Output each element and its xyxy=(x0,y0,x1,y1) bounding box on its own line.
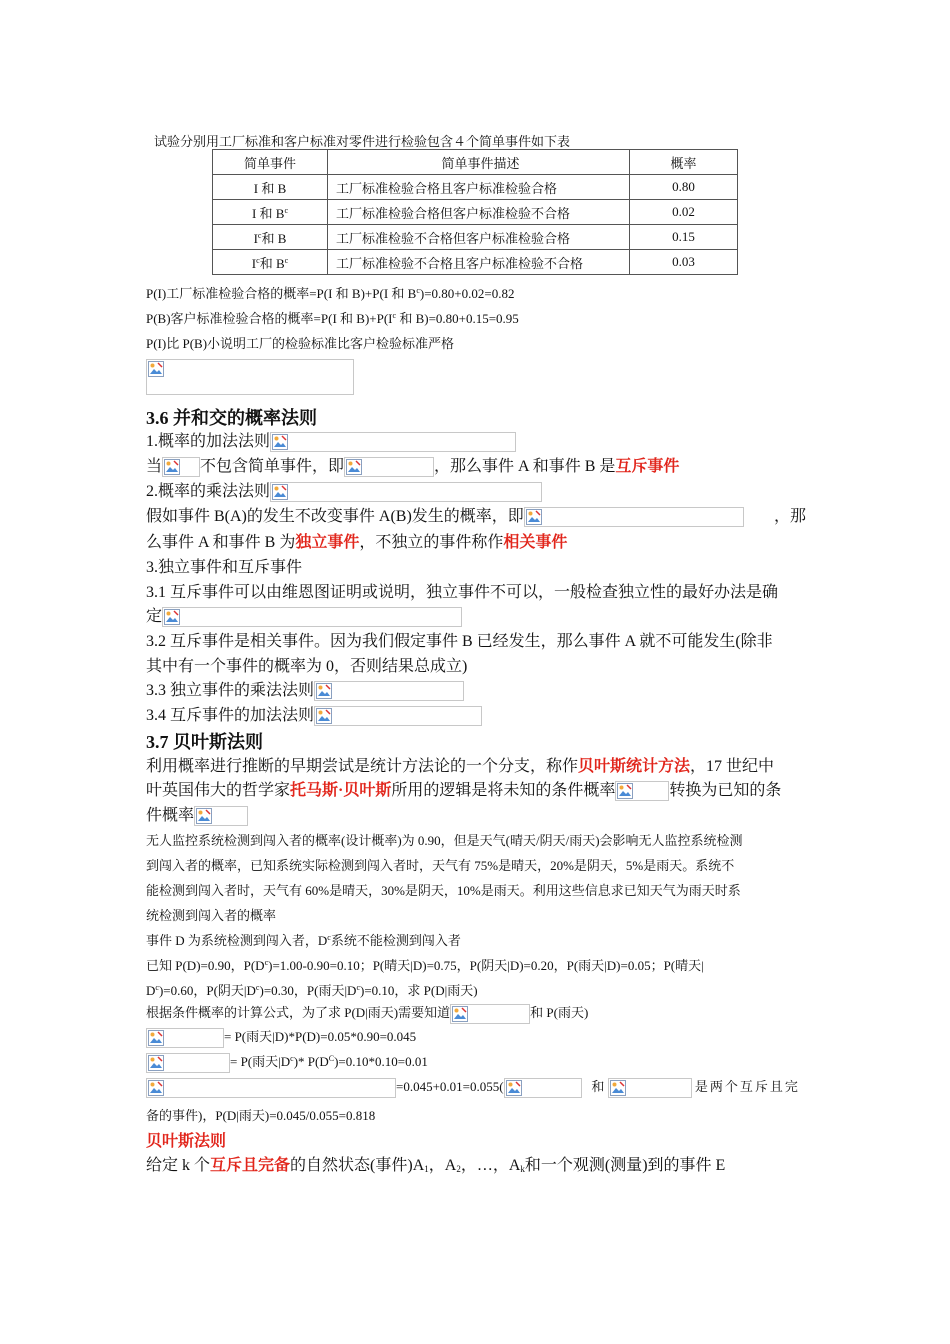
broken-image-icon xyxy=(148,1055,164,1071)
formula-image xyxy=(608,1078,692,1098)
pb-formula: P(B)客户标准检验合格的概率=P(I 和 $B)+P(I^c$ 和 B)=0.80+0.15=0.95 xyxy=(146,311,519,326)
bayes-rule-heading: 贝叶斯法则 xyxy=(146,1133,227,1150)
table-cell-prob: 0.15 xyxy=(630,225,738,250)
known-line-1: 已知 P(D)=0.90，$P(D^c)=1.00-0.90=0.10$；P(晴天|D)=0.75，P(阴天|D)=0.20，P(雨天|D)=0.05；P(晴天| xyxy=(146,958,704,973)
bayes-para-line-3: 件概率 xyxy=(146,802,248,826)
subsection-3-1-a: 3.1 互斥事件可以由维恩图证明或说明，独立事件不可以，一般检查独立性的最好办法是确 xyxy=(146,584,779,601)
term-mutex-complete: 互斥且完备 xyxy=(210,1157,291,1174)
independence-line-1: 假如事件 B(A)的发生不改变事件 A(B)发生的概率，即 ，那 xyxy=(146,503,806,527)
term-thomas-bayes: 托马斯·贝叶斯 xyxy=(290,782,392,799)
formula-image xyxy=(162,607,462,627)
formula-image xyxy=(344,457,434,477)
example-line-3: 能检测到闯入者时，天气有 60%是晴天，30%是阴天，10%是雨天。利用这些信息求已知天气为雨天时系 xyxy=(146,883,741,898)
table-cell-event: $I^c$和 B xyxy=(213,225,328,250)
broken-image-icon xyxy=(506,1080,522,1096)
formula-image xyxy=(524,507,744,527)
table-row xyxy=(213,175,738,200)
event-table xyxy=(212,149,738,275)
equation-3: =0.045+0.01=0.055( 和 是两个互斥且完 xyxy=(146,1076,806,1098)
subsection-3-3: 3.3 独立事件的乘法法则 xyxy=(146,677,464,701)
formula-image xyxy=(146,1028,224,1048)
formula-image xyxy=(314,681,464,701)
multiplication-rule-line: 2.概率的乘法法则 xyxy=(146,478,542,502)
broken-image-icon xyxy=(148,1080,164,1096)
image-placeholder xyxy=(146,359,354,395)
table-cell-event: I 和 B xyxy=(213,175,328,200)
table-cell-event: I 和 $B^c$ xyxy=(213,200,328,225)
formula-image xyxy=(162,457,200,477)
table-header: 概率 xyxy=(630,150,738,175)
broken-image-icon xyxy=(164,459,180,475)
term-independent: 独立事件 xyxy=(295,534,360,551)
section-3-7-title: 3.7 贝叶斯法则 xyxy=(146,732,263,752)
broken-image-icon xyxy=(346,459,362,475)
formula-image xyxy=(146,1053,230,1073)
formula-line: 根据条件概率的计算公式，为了求 P(D|雨天)需要知道 和 P(雨天) xyxy=(146,1002,588,1024)
formula-image xyxy=(615,781,669,801)
example-line-1: 无人监控系统检测到闯入者的概率(设计概率)为 0.90，但是天气(晴天/阴天/雨天)会影响无人监控系统检测 xyxy=(146,833,743,848)
pi-formula: P(I)工厂标准检验合格的概率=P(I 和 B)+P(I 和 $B^c)=0.80+0.02=0.82$ xyxy=(146,286,515,301)
formula-image xyxy=(450,1004,530,1024)
table-header-row xyxy=(213,150,738,175)
table-cell-desc: 工厂标准检验不合格但客户标准检验合格 xyxy=(328,225,630,250)
table-cell-desc: 工厂标准检验合格但客户标准检验不合格 xyxy=(328,200,630,225)
table-row xyxy=(213,225,738,250)
broken-image-icon xyxy=(526,509,542,525)
table-cell-prob: 0.02 xyxy=(630,200,738,225)
bayes-para-line-2: 叶英国伟大的哲学家托马斯·贝叶斯所用的逻辑是将未知的条件概率 转换为已知的条 xyxy=(146,777,781,801)
formula-image xyxy=(314,706,482,726)
term-dependent: 相关事件 xyxy=(503,534,568,551)
intro-text: 试验分别用工厂标准和客户标准对零件进行检验包含４个简单事件如下表 xyxy=(154,134,571,149)
table-cell-prob: 0.03 xyxy=(630,250,738,275)
bayes-para-line-1: 利用概率进行推断的早期尝试是统计方法论的一个分支，称作贝叶斯统计方法，17 世纪中 xyxy=(146,758,775,775)
section-3-6-title: 3.6 并和交的概率法则 xyxy=(146,408,317,428)
subsection-3: 3.独立事件和互斥事件 xyxy=(146,559,303,576)
table-cell-prob: 0.80 xyxy=(630,175,738,200)
broken-image-icon xyxy=(617,783,633,799)
pi-compare: P(I)比 P(B)小说明工厂的检验标准比客户检验标准严格 xyxy=(146,336,455,351)
subsection-3-1-b: 定 xyxy=(146,603,462,627)
known-line-2: $D^c)=0.60$，P(阴天$|D^c)=0.30$，P(雨天$|D^c)=0.10$，求 P(D|雨天) xyxy=(146,983,478,998)
broken-image-icon xyxy=(316,683,332,699)
mutex-definition-line: 当 不包含简单事件，即 ，那么事件 A 和事件 B 是互斥事件 xyxy=(146,453,679,477)
table-row xyxy=(213,200,738,225)
table-row xyxy=(213,250,738,275)
broken-image-icon xyxy=(610,1080,626,1096)
broken-image-icon xyxy=(164,609,180,625)
broken-image-icon xyxy=(196,808,212,824)
example-line-4: 统检测到闯入者的概率 xyxy=(146,908,277,923)
equation-3-cont: 备的事件)，P(D|雨天)=0.045/0.055=0.818 xyxy=(146,1108,376,1123)
formula-image xyxy=(270,432,516,452)
subsection-3-2-a: 3.2 互斥事件是相关事件。因为我们假定事件 B 已经发生，那么事件 A 就不可能发生(除非 xyxy=(146,633,773,650)
term-bayes-method: 贝叶斯统计方法 xyxy=(578,758,691,775)
independence-line-2: 么事件 A 和事件 B 为独立事件，不独立的事件称作相关事件 xyxy=(146,534,568,551)
broken-image-icon xyxy=(148,1030,164,1046)
table-header: 简单事件 xyxy=(213,150,328,175)
broken-image-icon xyxy=(316,708,332,724)
broken-image-icon xyxy=(272,484,288,500)
bayes-rule-statement: 给定 k 个互斥且完备的自然状态(事件)$A_1$，$A_2$，…，$A_k$和一个观测(测量)到的事件 E xyxy=(146,1157,726,1174)
example-line-2: 到闯入者的概率，已知系统实际检测到闯入者时，天气有 75%是晴天，20%是阴天，5%是雨天。系统不 xyxy=(146,858,735,873)
subsection-3-4: 3.4 互斥事件的加法法则 xyxy=(146,702,482,726)
formula-image xyxy=(194,806,248,826)
subsection-3-2-b: 其中有一个事件的概率为 0，否则结果总成立) xyxy=(146,658,468,675)
table-cell-event: $I^c$和 $B^c$ xyxy=(213,250,328,275)
formula-image xyxy=(270,482,542,502)
term-mutex: 互斥事件 xyxy=(615,458,680,475)
broken-image-icon xyxy=(272,434,288,450)
formula-image xyxy=(146,1078,396,1098)
broken-image-icon xyxy=(148,361,164,377)
addition-rule-line: 1.概率的加法法则 xyxy=(146,428,516,452)
event-definition: 事件 D 为系统检测到闯入者，$D^c$系统不能检测到闯入者 xyxy=(146,933,461,948)
formula-image xyxy=(504,1078,582,1098)
table-header: 简单事件描述 xyxy=(328,150,630,175)
table-cell-desc: 工厂标准检验不合格且客户标准检验不合格 xyxy=(328,250,630,275)
equation-1: = P(雨天|D)*P(D)=0.05*0.90=0.045 xyxy=(146,1026,416,1048)
equation-2: = P(雨天$|D^c)*$ $P(D^C)=0.10*0.10=0.01$ xyxy=(146,1051,428,1073)
broken-image-icon xyxy=(452,1006,468,1022)
table-cell-desc: 工厂标准检验合格且客户标准检验合格 xyxy=(328,175,630,200)
